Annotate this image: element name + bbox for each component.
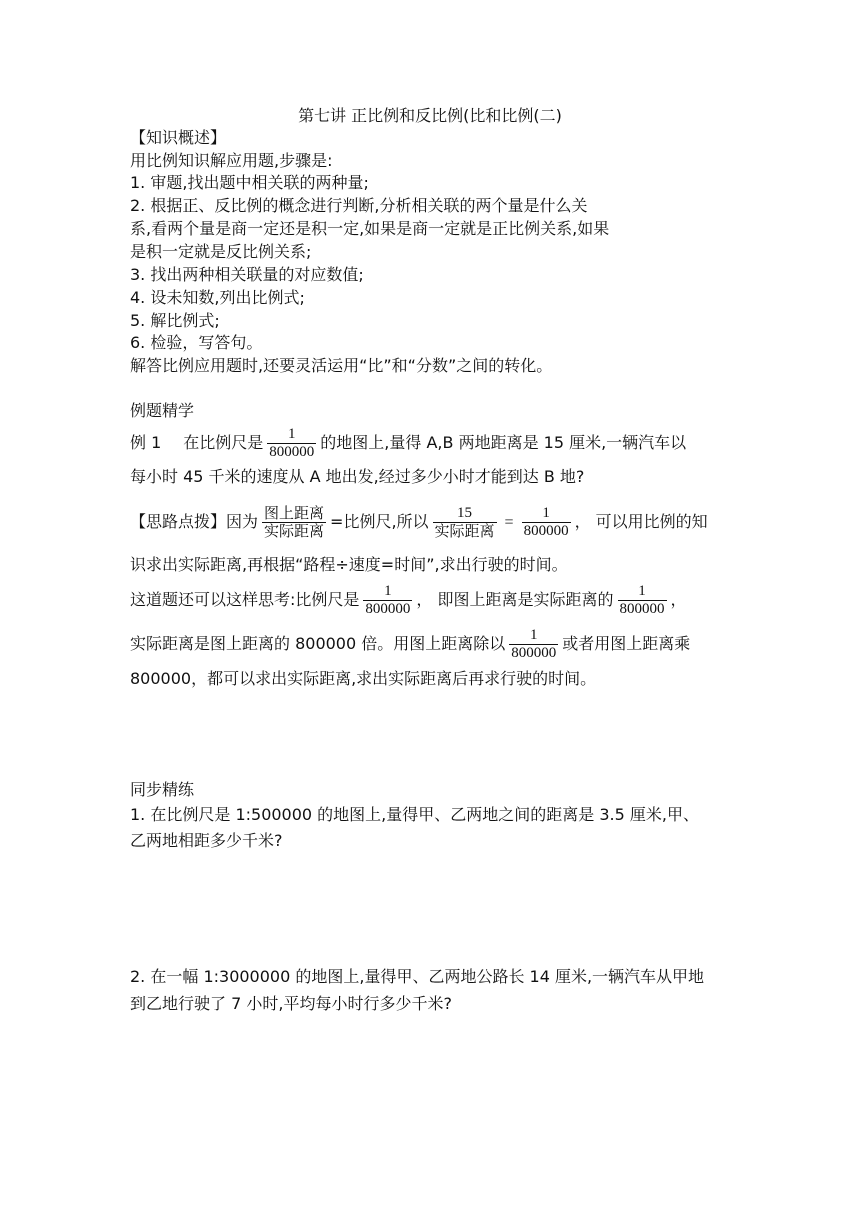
scale-fraction xyxy=(509,627,558,662)
alt-line-2 xyxy=(130,624,690,664)
fraction-numerator: 15 xyxy=(457,505,473,521)
alt-text-c: ， xyxy=(670,590,687,609)
map-over-real-fraction xyxy=(262,505,326,540)
fraction-denominator: 800000 xyxy=(619,601,665,617)
example-1-text-post: 的地图上,量得 A,B 两地距离是 15 厘米,一辆汽车以 xyxy=(320,433,687,452)
hint-text-a: 【思路点拨】因为 xyxy=(130,512,259,531)
hint-text-b: =比例尺,所以 xyxy=(330,512,429,531)
question-1-line-2: 乙两地相距多少千米? xyxy=(130,831,283,850)
fraction-numerator: 1 xyxy=(288,426,296,442)
question-1-line-1: 1. 在比例尺是 1:500000 的地图上,量得甲、乙两地之间的距离是 3.5 厘米,甲、 xyxy=(130,805,699,824)
lesson-title: 第七讲 正比例和反比例(比和比例(二) xyxy=(298,106,562,125)
step-2-line-3: 是积一定就是反比例关系; xyxy=(130,242,312,261)
example-1-line-2: 每小时 45 千米的速度从 A 地出发,经过多少小时才能到达 B 地? xyxy=(130,467,585,486)
hint-line-1 xyxy=(130,502,708,543)
practice-heading: 同步精练 xyxy=(130,780,195,799)
hint-text-c: ， 可以用比例的知 xyxy=(574,512,708,531)
example-heading: 例题精学 xyxy=(130,401,195,420)
fraction-denominator: 800000 xyxy=(511,645,557,661)
question-2-line-2: 到乙地行驶了 7 小时,平均每小时行多少千米? xyxy=(130,994,452,1013)
fraction-numerator: 1 xyxy=(638,583,646,599)
fraction-denominator: 800000 xyxy=(523,523,569,539)
fraction-denominator: 实际距离 xyxy=(434,522,495,540)
overview-heading: 【知识概述】 xyxy=(130,128,227,147)
fraction-numerator: 1 xyxy=(530,627,538,643)
step-5: 5. 解比例式; xyxy=(130,311,220,330)
scale-fraction xyxy=(522,505,571,540)
question-2-line-1: 2. 在一幅 1:3000000 的地图上,量得甲、乙两地公路长 14 厘米,一辆汽车从甲地 xyxy=(130,967,705,986)
hint-line-2: 识求出实际距离,再根据“路程÷速度=时间”,求出行驶的时间。 xyxy=(130,555,568,574)
fraction-numerator: 1 xyxy=(384,583,392,599)
alt-line-1 xyxy=(130,580,687,620)
step-3: 3. 找出两种相关联量的对应数值; xyxy=(130,265,364,284)
overview-intro: 用比例知识解应用题,步骤是: xyxy=(130,151,333,170)
fraction-numerator: 图上距离 xyxy=(264,504,325,522)
step-6: 6. 检验，写答句。 xyxy=(130,333,263,352)
step-1: 1. 审题,找出题中相关联的两种量; xyxy=(130,173,369,192)
step-2-line-2: 系,看两个量是商一定还是积一定,如果是商一定就是正比例关系,如果 xyxy=(130,219,610,238)
overview-note: 解答比例应用题时,还要灵活运用“比”和“分数”之间的转化。 xyxy=(130,356,553,375)
example-1-label: 例 1 xyxy=(130,433,162,452)
fraction-numerator: 1 xyxy=(542,505,550,521)
example-1-text-pre: 在比例尺是 xyxy=(183,433,264,452)
alt-line-2-text-a: 实际距离是图上距离的 800000 倍。用图上距离除以 xyxy=(130,634,506,653)
fifteen-over-real-fraction xyxy=(433,505,497,540)
alt-line-3: 800000，都可以求出实际距离,求出实际距离后再求行驶的时间。 xyxy=(130,669,597,688)
alt-line-2-text-b: 或者用图上距离乘 xyxy=(562,634,691,653)
step-2-line-1: 2. 根据正、反比例的概念进行判断,分析相关联的两个量是什么关 xyxy=(130,196,588,215)
example-1-line-1 xyxy=(130,425,686,461)
fraction-denominator: 800000 xyxy=(269,444,315,460)
scale-fraction xyxy=(363,583,412,618)
fraction-denominator: 800000 xyxy=(365,601,411,617)
fraction-denominator: 实际距离 xyxy=(264,522,325,540)
alt-text-b: ， 即图上距离是实际距离的 xyxy=(416,590,614,609)
alt-text-a: 这道题还可以这样思考:比例尺是 xyxy=(130,590,360,609)
equals-sign: = xyxy=(504,514,514,531)
step-4: 4. 设未知数,列出比例式; xyxy=(130,288,305,307)
scale-fraction xyxy=(618,583,667,618)
scale-fraction xyxy=(267,426,316,461)
